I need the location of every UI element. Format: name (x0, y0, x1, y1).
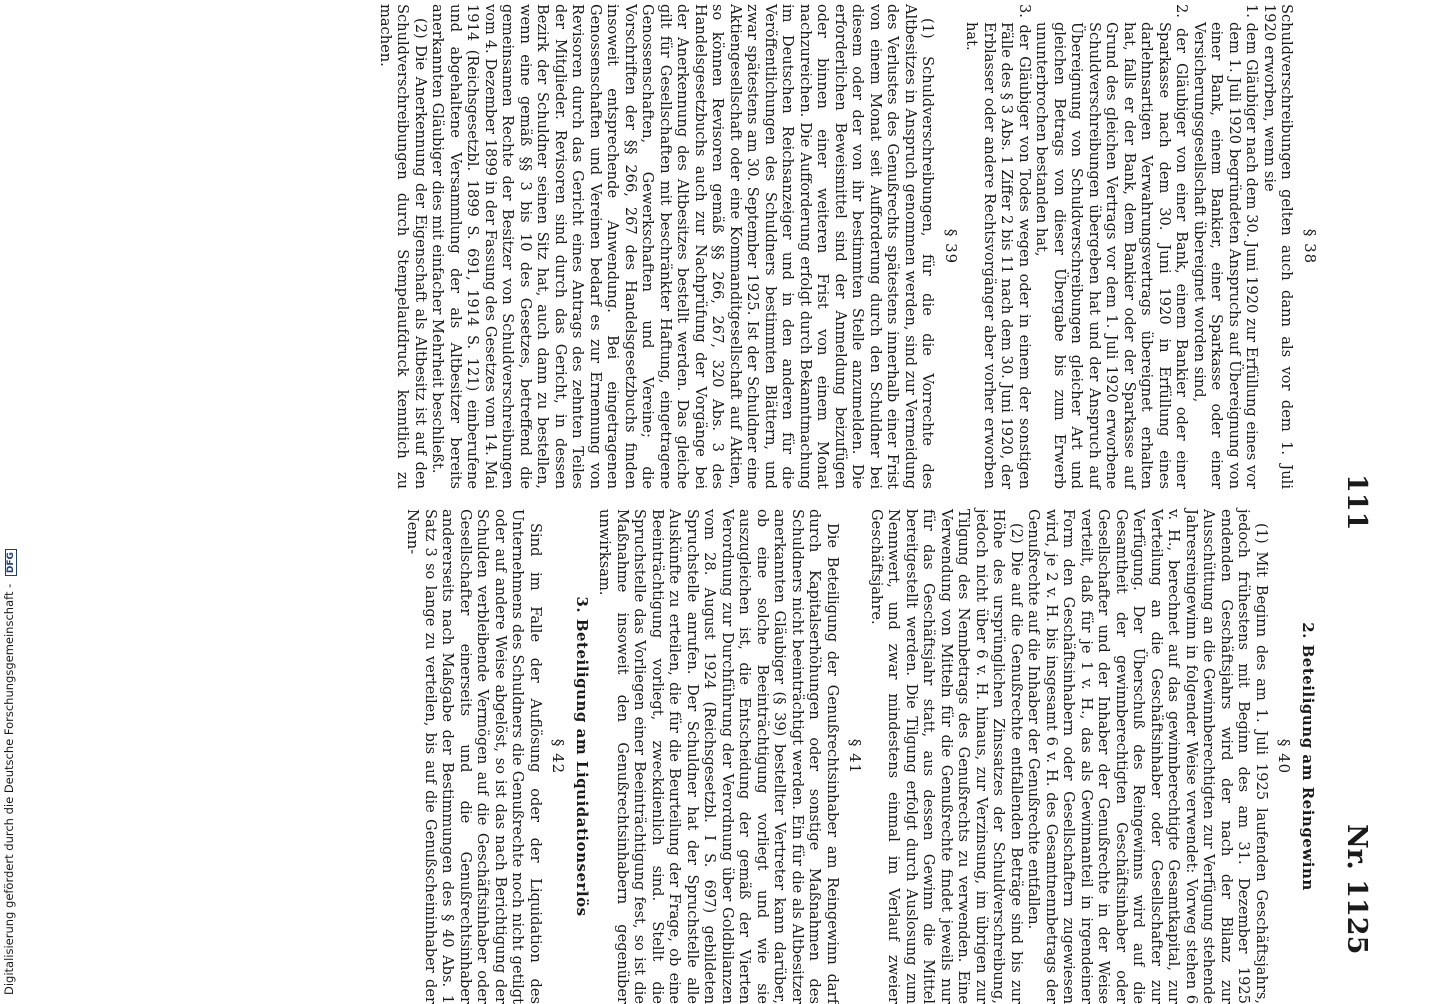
left-column (377, 4, 1323, 489)
right-column (404, 509, 1322, 1004)
issue-number: Nr. 1125 (1341, 824, 1372, 955)
section-3-title: 3. Beteiligung am Liquidationserlös (573, 596, 591, 917)
s40-paragraph-2: (2) Die auf die Genußrechte entfallenden Beträge sind bis zur Höhe des ursprünglichen Zinssatzes der Schuldverschreibung, jedoch nicht über 6 v. H. hinaus, zur Verzinsung, im übrigen zur Tilgung des Nennbetrags des Genußrechts zu verwenden. Eine Verwendung von Mitteln für die Genußrechte findet jeweils nur für das Geschäftsjahr statt, aus dessen Gewinn die Mittel bereitgestellt werden. Die Tilgung erfolgt durch Auslosung zum Nennwert, und zwar mindestens einmal im Verlauf zweier Geschäftsjahre. (868, 509, 1025, 1004)
s41-paragraph-1: Die Beteiligung der Genußrechtsinhaber am Reingewinn darf durch Kapitalserhöhungen oder sonstige Maßnahmen des Schuldners nicht beeinträchtigt werden. Ein für die als Altbesitzer anerkannten Gläubiger (§ 39) bestellter Vertreter kann darüber, ob eine solche Beeinträchtigung vorliegt und wie sie auszugleichen ist, die Entscheidung der gemäß der Vierten Verordnung zur Durchführung der Verordnung über Goldbilanzen vom 28. August 1924 (Reichsgesetzbl. I S. 697) gebildeten Spruchstelle anrufen. Der Schuldner hat der Spruchstelle alle Auskünfte zu erteilen, die für die Beurteilung der Frage, ob eine Beeinträchtigung vorliegt, zweckdienlich sind. Stellt die Spruchstelle das Vorliegen einer Beeinträchtigung fest, so ist die Maßnahme insoweit den Genußrechtsinhabern gegenüber unwirksam. (596, 509, 841, 1004)
s40-heading: § 40 (1275, 738, 1294, 775)
s38-item-1: 1. dem Gläubiger nach dem 30. Juni 1920 zur Erfüllung eines vor dem 1. Juli 1920 begründeten Anspruchs auf Übereignung von einer Bank, einem Bankier, einer Sparkasse oder einer Versicherungsgesellschaft übereignet worden sind, (1191, 4, 1261, 489)
s39-paragraph-1: (1) Schuldverschreibungen, für die die Vorrechte des Altbesitzes in Anspruch genommen werden, sind zur Vermeidung des Verlustes des Genußrechts spätestens innerhalb einer Frist von einem Monat seit Aufforderung durch den Schuldner bei diesem oder der von ihr bestimmten Stelle anzumelden. Die erforderlichen Beweismittel sind der Anmeldung beizufügen oder binnen einer weiteren Frist von einem Monat nachzureichen. Die Aufforderung erfolgt durch Bekanntmachung im Deutschen Reichsanzeiger und in den anderen für die Veröffentlichungen des Schuldners bestimmten Blättern, und zwar spätestens am 30. September 1925. Ist der Schuldner eine Aktiengesellschaft oder eine Kommanditgesellschaft auf Aktien, so können Revisoren gemäß §§ 266, 267, 320 Abs. 3 des Handelsgesetzbuchs auch zur Nachprüfung der Vorgänge bei der Anerkennung des Altbesitzes bestellt werden. Das gleiche gilt für Gesellschaften mit beschränkter Haftung, eingetragene Genossenschaften, Gewerkschaften und Vereine; die Vorschriften der §§ 266, 267 des Handelsgesetzbuchs finden insoweit entsprechende Anwendung. Bei eingetragenen Genossenschaften und Vereinen bedarf es zur Ernennung von Revisoren durch das Gericht eines Antrags des zehnten Teiles der Mitglieder. Revisoren sind durch das Gericht, in dessen Bezirk der Schuldner seinen Sitz hat, auch dann zu bestellen, wenn eine gemäß §§ 3 bis 10 des Gesetzes, betreffend die gemeinsamen Rechte der Besitzer von Schuldverschreibungen vom 4. Dezember 1899 in der Fassung des Gesetzes vom 14. Mai 1914 (Reichsgesetzbl. 1899 S. 691, 1914 S. 121) einberufene und abgehaltene Versammlung der als Altbesitzer bereits anerkannten Gläubiger dies mit einfacher Mehrheit beschließt. (429, 4, 937, 489)
s40-paragraph-1: (1) Mit Beginn des am 1. Juli 1925 laufenden Geschäftsjahrs, jedoch frühestens mit Beginn des am 31. Dezember 1925 endenden Geschäftsjahrs wird der nach der Bilanz zur Ausschüttung an die Gewinnberechtigten zur Verfügung stehende Jahresreingewinn in folgender Weise verwendet: Vorweg stehen 6 v. H., berechnet auf das gewinnberechtigte Gesamtkapital, zur Verteilung an die Geschäftsinhaber oder Gesellschafter zur Verfügung. Der Überschuß des Reingewinns wird auf die Gesamtheit der gewinnberechtigten Geschäftsinhaber oder Gesellschafter und der Inhaber der Genußrechte in der Weise verteilt, daß für je 1 v. H., das als Gewinnanteil in irgendeiner Form den Geschäftsinhabern oder Gesellschaftern zugewiesen wird, je 2 v. H. bis insgesamt 6 v. H. des Gesamtnennbetrags der Genußrechte auf die Inhaber der Genußrechte entfallen. (1025, 509, 1270, 1004)
credit-text: Digitalisierung gefördert durch die Deutsche Forschungsgemeinschaft - (2, 583, 16, 995)
dfg-logo: DFG (5, 549, 17, 576)
s38-heading: § 38 (1301, 228, 1319, 265)
s42-heading: § 42 (549, 738, 568, 775)
s42-paragraph-1: Sind im Falle der Auflösung oder der Liquidation des Unternehmens des Schuldners die Genußrechte noch nicht getilgt oder auf andere Weise abgelöst, so ist das nach Berichtigung der Schulden verbleibende Vermögen auf die Geschäftsinhaber oder Gesellschafter einerseits und die Genußrechtsinhaber andererseits nach Maßgabe der Bestimmungen des § 40 Abs. 1 Satz 3 so lange zu verteilen, bis auf die Genußscheininhaber der Nenn- (404, 509, 544, 1004)
s39-heading: § 39 (942, 228, 960, 265)
s38-intro: Schuldverschreibungen gelten auch dann als vor dem 1. Juli 1920 erworben, wenn sie (1261, 4, 1296, 489)
digitization-credit (0, 0, 24, 1000)
s41-heading: § 41 (846, 738, 865, 775)
section-2-title: 2. Beteiligung am Reingewinn (1299, 622, 1317, 891)
rotated-page (32, 4, 1372, 1004)
page-number: 111 (1341, 474, 1372, 531)
s38-item-3: 3. der Gläubiger von Todes wegen oder in einem der sonstigen Fälle des § 3 Abs. 1 Ziffer 2 bis 11 nach dem 30. Juni 1920, der Erblasser oder andere Rechtsvorgänger aber vorher erworben hat. (963, 4, 1033, 489)
s39-paragraph-2: (2) Die Anerkennung der Eigenschaft als Altbesitz ist auf den Schuldverschreibungen durch Stempelaufdruck kenntlich zu machen. (377, 4, 429, 489)
s38-item-2: 2. der Gläubiger von einer Bank, einem Bankier oder einer Sparkasse nach dem 30. Juni 1920 in Erfüllung eines darlehnsartigen Verwahrungsvertrags übereignet erhalten hat, falls er der Bank, dem Bankier oder der Sparkasse auf Grund des gleichen Vertrags vor dem 1. Juli 1920 erworbene Schuldverschreibungen übergeben hat und der Anspruch auf Übereignung von Schuldverschreibungen gleicher Art und gleichen Betrags von dieser Übergabe bis zum Erwerb ununterbrochen bestanden hat, (1033, 4, 1191, 489)
